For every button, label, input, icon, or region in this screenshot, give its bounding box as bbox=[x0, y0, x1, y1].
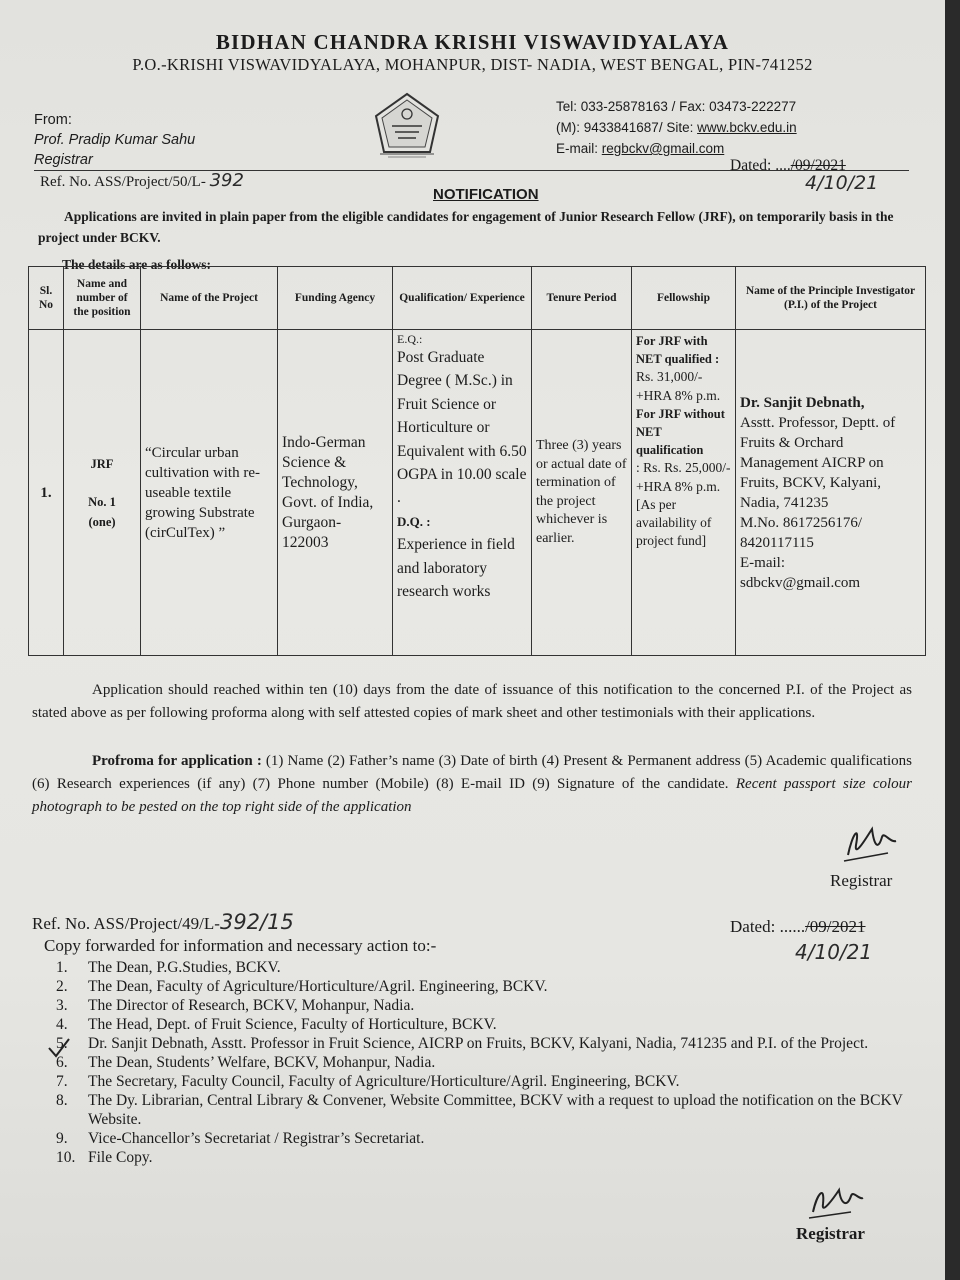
mobile-site bbox=[556, 117, 797, 138]
ref-number bbox=[40, 170, 244, 191]
registrar-signature-icon bbox=[838, 815, 904, 869]
cell-tenure: Three (3) years or actual date of termination of the project whichever is earlier. bbox=[532, 330, 632, 656]
sender-block bbox=[34, 110, 195, 170]
copy-dated-handwritten: 4/10/21 bbox=[795, 940, 873, 964]
position-number-word: (one) bbox=[88, 514, 116, 529]
header-agency: Funding Agency bbox=[278, 267, 393, 330]
dated-label: Dated: .... bbox=[730, 157, 791, 174]
position-table bbox=[28, 266, 926, 656]
header-fellowship: Fellowship bbox=[632, 267, 736, 330]
copy-dated-label: Dated: ...... bbox=[730, 917, 806, 936]
fellowship-net-label: For JRF with NET qualified : bbox=[636, 334, 720, 367]
contact-block bbox=[556, 96, 797, 159]
university-emblem-icon bbox=[370, 90, 444, 160]
pi-details: Asstt. Professor, Deptt. of Fruits & Orchard Management AICRP on Fruits, BCKV, Kalyani, Nadia, 741235 bbox=[740, 414, 896, 511]
details-label: The details are as follows: bbox=[62, 257, 211, 272]
email-link[interactable]: regbckv@gmail.com bbox=[601, 141, 725, 156]
checkmark-icon bbox=[46, 1036, 72, 1060]
cell-position bbox=[64, 330, 141, 656]
header-tenure: Tenure Period bbox=[532, 267, 632, 330]
sender-name: Prof. Pradip Kumar Sahu bbox=[34, 132, 196, 148]
copy-ref-text: Ref. No. ASS/Project/49/L- bbox=[32, 914, 220, 933]
cell-qualification bbox=[393, 330, 532, 656]
pi-name: Dr. Sanjit Debnath, bbox=[740, 394, 865, 411]
header-project: Name of the Project bbox=[141, 267, 278, 330]
copy-dated-printed: /09/2021 bbox=[805, 917, 866, 936]
copy-forward-intro: Copy forwarded for information and necessary action to:- bbox=[44, 936, 437, 955]
proforma-label: Profroma for application : bbox=[92, 753, 262, 769]
list-item: 10. File Copy. bbox=[56, 1149, 153, 1166]
university-name: BIDHAN CHANDRA KRISHI VISWAVIDYALAYA bbox=[215, 30, 730, 54]
fellowship-no-net-label: For JRF without NET qualification bbox=[636, 406, 725, 458]
registrar-label: Registrar bbox=[830, 871, 893, 890]
dated-handwritten: 4/10/21 bbox=[805, 172, 879, 194]
email-label: E-mail: bbox=[556, 141, 602, 156]
copy-registrar-label: Registrar bbox=[796, 1224, 865, 1243]
proforma-list: (1) Name (2) Father’s name (3) Date of birth (4) Present & Permanent address (5) Academic qualifications (6) Research experiences (if any) (7) Phone number (Mobile) (8) E-mail ID (9) Signature of the candidate. bbox=[32, 753, 912, 792]
list-item: 8. The Dy. Librarian, Central Library & Convener, Website Committee, BCKV with a request to upload the notification on the BCKV Website. bbox=[56, 1092, 903, 1128]
intro-paragraph: Applications are invited in plain paper from the eligible candidates for engagement of Junior Research Fellow (JRF), on temporarily basis in the project under BCKV. bbox=[38, 209, 894, 245]
copy-ref-handwritten: 392/15 bbox=[219, 910, 294, 934]
university-address: P.O.-KRISHI VISWAVIDYALAYA, MOHANPUR, DIST- NADIA, WEST BENGAL, PIN-741252 bbox=[132, 55, 813, 74]
position-number: No. 1 bbox=[88, 494, 116, 509]
table-row bbox=[29, 330, 926, 656]
ref-text: Ref. No. ASS/Project/50/L- bbox=[40, 174, 206, 190]
copy-registrar-signature-icon bbox=[805, 1178, 867, 1224]
list-item: 2. The Dean, Faculty of Agriculture/Horticulture/Agril. Engineering, BCKV. bbox=[56, 978, 548, 995]
list-item: 3. The Director of Research, BCKV, Mohanpur, Nadia. bbox=[56, 997, 415, 1014]
pi-email[interactable]: sdbckv@gmail.com bbox=[740, 574, 861, 591]
list-item: 1. The Dean, P.G.Studies, BCKV. bbox=[56, 959, 281, 976]
dated-printed: /09/2021 bbox=[790, 157, 846, 174]
copy-ref-number bbox=[32, 910, 294, 934]
list-item: 4. The Head, Dept. of Fruit Science, Faculty of Horticulture, BCKV. bbox=[56, 1016, 497, 1033]
cell-fellowship bbox=[632, 330, 736, 656]
header-sl: Sl. No bbox=[29, 267, 64, 330]
pi-email-label: E-mail: bbox=[740, 554, 785, 571]
cell-pi bbox=[736, 330, 926, 656]
list-item: 6. The Dean, Students’ Welfare, BCKV, Mohanpur, Nadia. bbox=[56, 1054, 436, 1071]
header-position: Name and number of the position bbox=[64, 267, 141, 330]
from-label: From: bbox=[34, 112, 72, 128]
notification-title: NOTIFICATION bbox=[433, 186, 539, 203]
eq-label: E.Q.: bbox=[397, 332, 423, 346]
header-pi: Name of the Principle Investigator (P.I.) of the Project bbox=[736, 267, 926, 330]
pi-mobile: M.No. 8617256176/ 8420117115 bbox=[740, 514, 863, 551]
cell-agency: Indo-German Science & Technology, Govt. of India, Gurgaon- 122003 bbox=[278, 330, 393, 656]
cell-sl: 1. bbox=[29, 330, 64, 656]
dq-label: D.Q. : bbox=[397, 513, 431, 529]
copy-list bbox=[56, 958, 916, 1167]
table-header-row bbox=[29, 267, 926, 330]
fellowship-net: Rs. 31,000/- +HRA 8% p.m. bbox=[636, 369, 721, 403]
email-line bbox=[556, 138, 797, 159]
ref-handwritten: 392 bbox=[209, 170, 244, 191]
fellowship-note: [As per availability of project fund] bbox=[636, 496, 712, 549]
position-name: JRF bbox=[90, 456, 114, 471]
site-link[interactable]: www.bckv.edu.in bbox=[697, 120, 797, 135]
proforma-note: Recent passport size colour photograph to be pested on the top right side of the application bbox=[32, 776, 912, 815]
eq-text: Post Graduate Degree ( M.Sc.) in Fruit Science or Horticulture or Equivalent with 6.50 OGPA in 10.00 scale . bbox=[397, 349, 527, 507]
list-item: 7. The Secretary, Faculty Council, Faculty of Agriculture/Horticulture/Agril. Engineering, BCKV. bbox=[56, 1073, 680, 1090]
fellowship-no-net: : Rs. Rs. 25,000/- +HRA 8% p.m. bbox=[636, 460, 731, 494]
cell-project: “Circular urban cultivation with re-useable textile growing Substrate (cirCulTex) ” bbox=[141, 330, 278, 656]
tel-fax: Tel: 033-25878163 / Fax: 03473-222277 bbox=[556, 99, 797, 114]
application-paragraph: Application should reached within ten (10) days from the date of issuance of this notification to the concerned P.I. of the Project as stated above as per following proforma along with self attested copies of mark sheet and other testimonials with their applications. bbox=[32, 682, 912, 721]
mobile-number: (M): 9433841687/ Site: bbox=[556, 120, 698, 135]
proforma-paragraph bbox=[32, 750, 912, 819]
dq-text: Experience in field and laboratory research works bbox=[397, 536, 515, 601]
list-item: 9. Vice-Chancellor’s Secretariat / Registrar’s Secretariat. bbox=[56, 1130, 425, 1147]
header-qualification: Qualification/ Experience bbox=[393, 267, 532, 330]
sender-title: Registrar bbox=[34, 152, 93, 168]
list-item: 5. Dr. Sanjit Debnath, Asstt. Professor in Fruit Science, AICRP on Fruits, BCKV, Kalyani, Nadia, 741235 and P.I. of the Project. bbox=[56, 1035, 869, 1052]
copy-dated-line bbox=[730, 917, 866, 937]
